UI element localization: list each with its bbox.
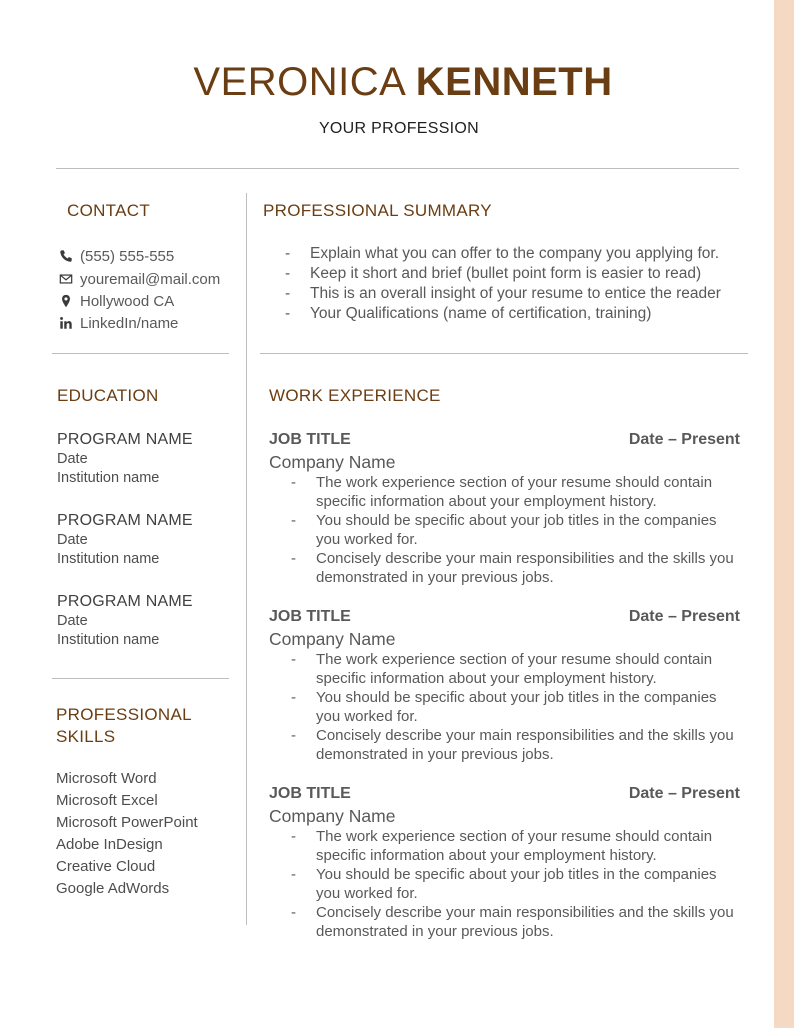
education-entry — [57, 592, 193, 650]
job-bullets — [291, 827, 740, 941]
skill-item: Google AdWords — [56, 880, 170, 897]
summary-heading: PROFESSIONAL SUMMARY — [263, 201, 492, 220]
profession-title: YOUR PROFESSION — [318, 120, 480, 137]
company-name: Company Name — [269, 452, 396, 472]
skill-item: Microsoft PowerPoint — [56, 814, 198, 831]
education-entry — [57, 430, 193, 488]
contact-email-text: youremail@mail.com — [80, 270, 221, 288]
skills-list — [56, 768, 198, 900]
skills-heading-line1: PROFESSIONAL — [56, 705, 192, 724]
summary-divider — [260, 353, 748, 354]
header-divider — [56, 168, 739, 169]
job-entry — [269, 429, 740, 587]
education-heading: EDUCATION — [57, 386, 159, 405]
contact-email — [58, 269, 220, 289]
accent-strip — [774, 0, 794, 1028]
institution-name: Institution name — [57, 470, 160, 486]
skill-item: Adobe InDesign — [56, 836, 163, 853]
job-bullet: - You should be specific about your job titles in the companies you worked for. — [291, 511, 740, 549]
location-pin-icon — [58, 293, 74, 309]
job-bullet: - Concisely describe your main responsibilities and the skills you demonstrated in your previous jobs. — [291, 549, 740, 587]
summary-list — [285, 244, 721, 324]
mail-icon — [58, 271, 74, 287]
program-name: PROGRAM NAME — [57, 512, 193, 529]
job-entry — [269, 783, 740, 941]
skills-heading-line2: SKILLS — [56, 727, 116, 746]
job-dates: Date – Present — [628, 431, 740, 448]
contact-location — [58, 291, 174, 311]
job-bullet: - Concisely describe your main responsibilities and the skills you demonstrated in your previous jobs. — [291, 903, 740, 941]
contact-heading: CONTACT — [67, 201, 150, 220]
education-divider — [52, 678, 229, 679]
summary-item: - Keep it short and brief (bullet point form is easier to read) — [285, 264, 721, 284]
education-entry — [57, 511, 193, 569]
program-date: Date — [57, 613, 88, 629]
contact-location-text: Hollywood CA — [80, 292, 175, 310]
first-name: VERONICA — [193, 60, 405, 104]
summary-item: - Your Qualifications (name of certification, training) — [285, 304, 721, 324]
job-bullet: - The work experience section of your resume should contain specific information about your employment history. — [291, 827, 740, 865]
column-divider — [246, 193, 247, 925]
candidate-name — [0, 60, 794, 105]
last-name: KENNETH — [415, 60, 613, 104]
summary-item: - This is an overall insight of your resume to entice the reader — [285, 284, 721, 304]
institution-name: Institution name — [57, 632, 160, 648]
company-name: Company Name — [269, 629, 396, 649]
program-name: PROGRAM NAME — [57, 431, 193, 448]
contact-linkedin — [58, 313, 178, 333]
job-bullet: - You should be specific about your job titles in the companies you worked for. — [291, 865, 740, 903]
skill-item: Creative Cloud — [56, 858, 156, 875]
job-title: JOB TITLE — [269, 431, 351, 448]
job-entry — [269, 606, 740, 764]
job-dates: Date – Present — [628, 785, 740, 802]
program-name: PROGRAM NAME — [57, 593, 193, 610]
job-dates: Date – Present — [628, 608, 740, 625]
company-name: Company Name — [269, 806, 396, 826]
contact-phone — [58, 246, 174, 266]
skill-item: Microsoft Excel — [56, 792, 158, 809]
job-bullet: - You should be specific about your job titles in the companies you worked for. — [291, 688, 740, 726]
contact-divider — [52, 353, 229, 354]
contact-linkedin-text: LinkedIn/name — [80, 314, 179, 332]
program-date: Date — [57, 451, 88, 467]
experience-heading: WORK EXPERIENCE — [269, 386, 441, 405]
linkedin-icon — [58, 315, 74, 331]
contact-phone-text: (555) 555-555 — [80, 247, 175, 265]
job-bullets — [291, 650, 740, 764]
job-bullet: - Concisely describe your main responsibilities and the skills you demonstrated in your previous jobs. — [291, 726, 740, 764]
job-bullet: - The work experience section of your resume should contain specific information about your employment history. — [291, 650, 740, 688]
phone-icon — [58, 248, 74, 264]
program-date: Date — [57, 532, 88, 548]
skill-item: Microsoft Word — [56, 770, 157, 787]
skills-heading — [56, 704, 192, 748]
summary-item: - Explain what you can offer to the company you applying for. — [285, 244, 721, 264]
job-title: JOB TITLE — [269, 608, 351, 625]
job-bullet: - The work experience section of your resume should contain specific information about your employment history. — [291, 473, 740, 511]
job-bullets — [291, 473, 740, 587]
institution-name: Institution name — [57, 551, 160, 567]
job-title: JOB TITLE — [269, 785, 351, 802]
